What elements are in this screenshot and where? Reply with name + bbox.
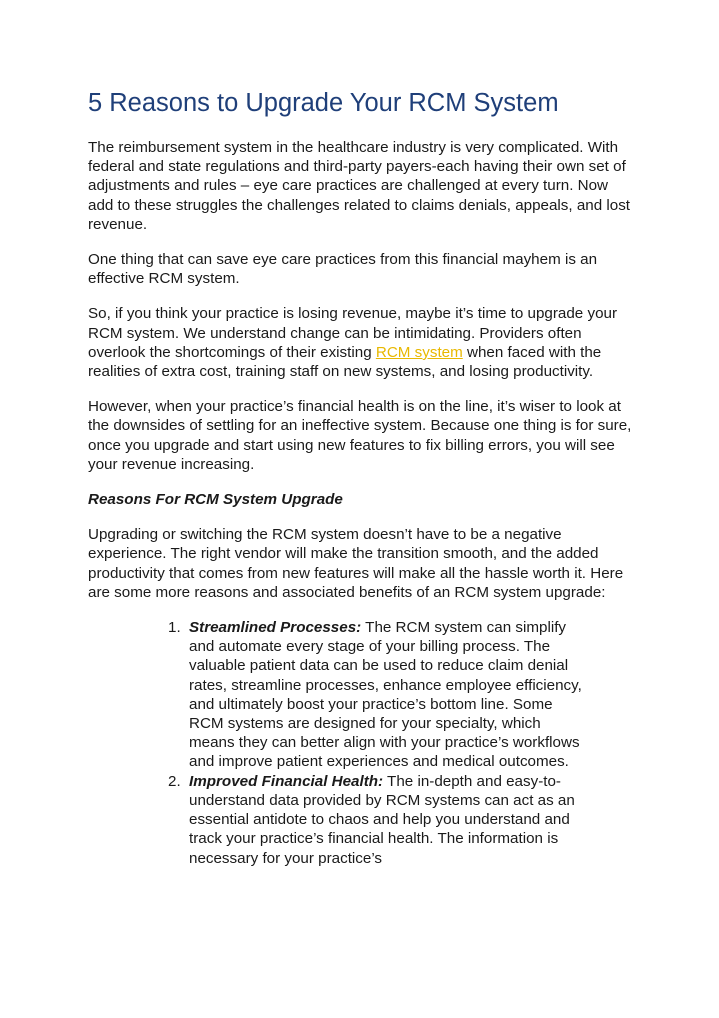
list-item-heading: Improved Financial Health:	[189, 772, 384, 790]
reasons-intro-paragraph: Upgrading or switching the RCM system doesn’t have to be a negative experience. The right vendor will make the transition smooth, and the added productivity that comes from new features will make all the hassle worth it. Here are some more reasons and associated benefits of an RCM system upgrade:	[88, 526, 624, 601]
list-item-text: The in-depth and easy-to-understand data provided by RCM systems can act as an essential antidote to chaos and help you understand and track your practice’s financial health. The information is necessary for your practice’s	[189, 772, 575, 867]
reasons-list	[88, 618, 636, 868]
document-page	[88, 85, 636, 868]
list-item-number: 2.	[168, 772, 181, 790]
upgrade-paragraph-text-start: So, if you think your practice is losing revenue, maybe it’s time to upgrade your RCM system. We understand change can be intimidating. Providers often overlook the shortcomings of their existing	[88, 305, 618, 361]
intro-paragraph: The reimbursement system in the healthcare industry is very complicated. With federal and state regulations and third-party payers-each having their own set of adjustments and rules – eye care practices are challenged at every turn. Now add to these struggles the challenges related to claims denials, appeals, and lost revenue.	[88, 139, 631, 233]
solution-paragraph: One thing that can save eye care practices from this financial mayhem is an effective RCM system.	[88, 251, 598, 288]
list-item	[168, 618, 587, 772]
upgrade-paragraph-text-end: when faced with the realities of extra cost, training staff on new systems, and losing productivity.	[88, 343, 602, 381]
list-item-number: 1.	[168, 619, 181, 637]
rcm-system-link[interactable]: RCM system	[375, 343, 463, 361]
page-title: 5 Reasons to Upgrade Your RCM System	[88, 89, 559, 117]
list-item	[168, 772, 587, 868]
list-item-text: The RCM system can simplify and automate every stage of your billing process. The valuable patient data can be used to reduce claim denial rates, streamline processes, enhance employee efficiency, and ultimately boost your practice’s bottom line. Some RCM systems are designed for your specialty, which means they can better align with your practice’s workflows and improve patient experiences and medical outcomes.	[189, 619, 582, 771]
upgrade-paragraph	[88, 304, 636, 381]
financial-health-paragraph: However, when your practice’s financial health is on the line, it’s wiser to look at the downsides of settling for an ineffective system. Because one thing is for sure, once you upgrade and start using new features to fix billing errors, you will see your revenue increasing.	[88, 398, 632, 473]
section-heading: Reasons For RCM System Upgrade	[88, 491, 343, 509]
list-item-heading: Streamlined Processes:	[189, 619, 362, 637]
